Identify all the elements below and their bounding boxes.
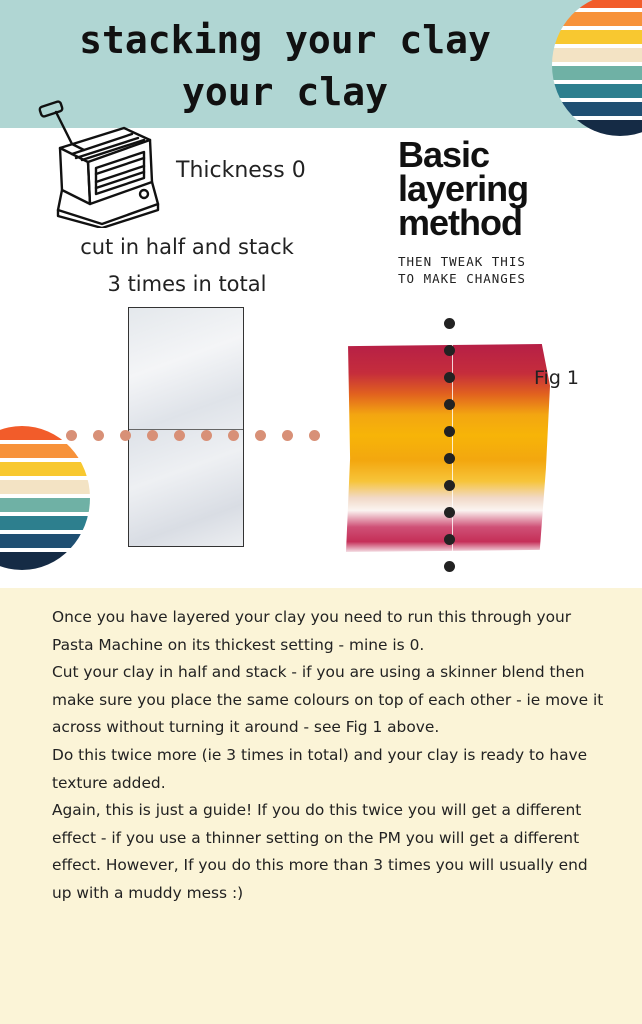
method-subheading-line1: THEN TWEAK THIS — [398, 254, 526, 269]
figure-label: Fig 1 — [534, 367, 580, 389]
dot — [282, 430, 293, 441]
instruction-paragraph: Once you have layered your clay you need to run this through your Pasta Machine on its thickest setting - mine is 0. — [52, 608, 572, 654]
dot — [444, 345, 455, 356]
dot — [147, 430, 158, 441]
instruction-paragraph: Again, this is just a guide! If you do this twice you will get a different effect - if you use a thinner setting on the PM you will get a different effect. However, If you do this more than 3 times you will usually end up with a muddy mess :) — [52, 801, 588, 902]
method-heading — [398, 134, 529, 243]
dot — [228, 430, 239, 441]
dot — [255, 430, 266, 441]
thickness-label: Thickness 0 — [176, 158, 306, 183]
dot — [444, 453, 455, 464]
dot — [444, 534, 455, 545]
dot — [444, 399, 455, 410]
instructions-text — [52, 604, 612, 908]
pasta-machine-icon — [32, 98, 162, 228]
instruction-paragraph: Do this twice more (ie 3 times in total) and your clay is ready to have texture added. — [52, 745, 588, 792]
method-heading-line3: method — [398, 202, 522, 243]
dot — [444, 480, 455, 491]
method-subheading-line2: TO MAKE CHANGES — [398, 271, 526, 286]
dot — [444, 561, 455, 572]
method-subheading — [398, 253, 526, 287]
dot — [174, 430, 185, 441]
dot — [309, 430, 320, 441]
method-heading-line2: layering — [398, 168, 529, 209]
white-clay-sheet-image — [128, 307, 244, 547]
dot — [444, 426, 455, 437]
instruction-paragraph: Cut your clay in half and stack - if you are using a skinner blend then make sure you place the same colours on top of each other - ie move it across without turning it around - see Fig 1 above. — [52, 663, 604, 737]
dot — [201, 430, 212, 441]
retro-sunset-icon — [0, 426, 90, 570]
vertical-dotted-line — [442, 318, 458, 578]
dot — [66, 430, 77, 441]
dot — [444, 318, 455, 329]
cut-instruction-line1: cut in half and stack — [80, 235, 294, 259]
dot — [444, 372, 455, 383]
dot — [444, 507, 455, 518]
method-heading-line1: Basic — [398, 134, 490, 175]
horizontal-dotted-line — [66, 430, 326, 442]
dot — [120, 430, 131, 441]
page-title-line2: your clay — [182, 70, 388, 114]
cut-instruction-line2: 3 times in total — [107, 272, 267, 296]
page-title-line1: stacking your clay — [79, 18, 491, 62]
dot — [93, 430, 104, 441]
